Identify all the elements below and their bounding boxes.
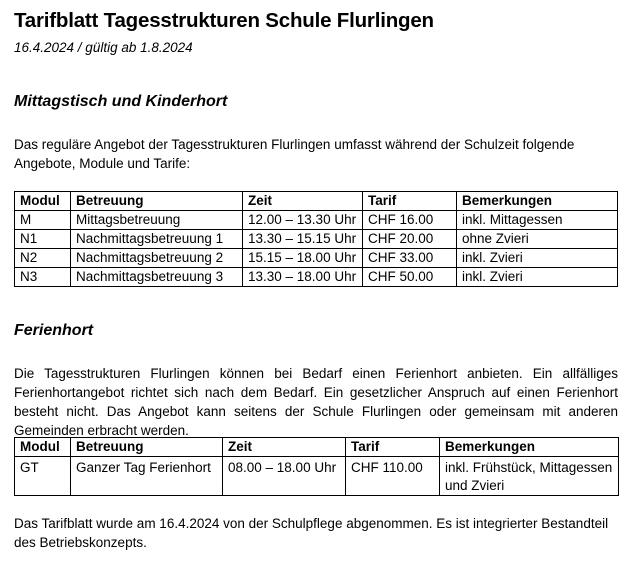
cell-modul: GT [15,457,71,496]
table-header-row [15,192,618,211]
cell-bemerkungen: inkl. Zvieri [457,249,618,268]
cell-betreuung: Mittagsbetreuung [71,211,243,230]
table-row [15,457,619,496]
section-heading-mittagstisch: Mittagstisch und Kinderhort [14,93,228,110]
column-header-modul: Modul [15,192,71,211]
table-row [15,230,618,249]
column-header-zeit: Zeit [223,438,346,457]
cell-betreuung: Ganzer Tag Ferienhort [71,457,223,496]
cell-modul: N3 [15,268,71,287]
column-header-zeit: Zeit [243,192,363,211]
column-header-betreuung: Betreuung [71,438,223,457]
cell-zeit: 13.30 – 15.15 Uhr [243,230,363,249]
table-row [15,249,618,268]
cell-modul: N2 [15,249,71,268]
column-header-bemerkungen: Bemerkungen [440,438,619,457]
cell-zeit: 13.30 – 18.00 Uhr [243,268,363,287]
cell-bemerkungen: ohne Zvieri [457,230,618,249]
tarif-table-ferienhort [14,437,619,496]
cell-betreuung: Nachmittagsbetreuung 3 [71,268,243,287]
cell-bemerkungen: inkl. Zvieri [457,268,618,287]
cell-betreuung: Nachmittagsbetreuung 1 [71,230,243,249]
section-intro-mittagstisch: Das reguläre Angebot der Tagesstrukturen Flurlingen umfasst während der Schulzeit folgende Angebote, Module und Tarife: [14,137,575,171]
cell-zeit: 12.00 – 13.30 Uhr [243,211,363,230]
cell-bemerkungen: inkl. Frühstück, Mittagessen und Zvieri [440,457,619,496]
cell-tarif: CHF 110.00 [346,457,440,496]
column-header-betreuung: Betreuung [71,192,243,211]
column-header-bemerkungen: Bemerkungen [457,192,618,211]
document-date: 16.4.2024 / gültig ab 1.8.2024 [14,40,193,55]
cell-modul: M [15,211,71,230]
section-heading-ferienhort: Ferienhort [14,322,94,339]
column-header-modul: Modul [15,438,71,457]
tarif-table-mittagstisch [14,191,618,287]
table-row [15,268,618,287]
section-intro-ferienhort: Die Tagesstrukturen Flurlingen können bei Bedarf einen Ferienhort anbieten. Ein allfälliges Ferienhortangebot richtet sich nach dem Bedarf. Ein gesetzlicher Anspruch auf einen Ferienhort besteht nicht. Das Angebot kann seitens der Schule Flurlingen oder gemeinsam mit anderen Gemeinden erbracht werden. [14,366,618,438]
cell-tarif: CHF 50.00 [363,268,457,287]
document-title: Tarifblatt Tagesstrukturen Schule Flurlingen [14,9,434,32]
cell-zeit: 15.15 – 18.00 Uhr [243,249,363,268]
cell-bemerkungen: inkl. Mittagessen [457,211,618,230]
cell-betreuung: Nachmittagsbetreuung 2 [71,249,243,268]
column-header-tarif: Tarif [363,192,457,211]
table-header-row [15,438,619,457]
table-row [15,211,618,230]
footer-note: Das Tarifblatt wurde am 16.4.2024 von der Schulpflege abgenommen. Es ist integrierter Bestandteil des Betriebskonzepts. [14,516,609,550]
cell-modul: N1 [15,230,71,249]
cell-zeit: 08.00 – 18.00 Uhr [223,457,346,496]
cell-tarif: CHF 33.00 [363,249,457,268]
cell-tarif: CHF 16.00 [363,211,457,230]
column-header-tarif: Tarif [346,438,440,457]
cell-tarif: CHF 20.00 [363,230,457,249]
